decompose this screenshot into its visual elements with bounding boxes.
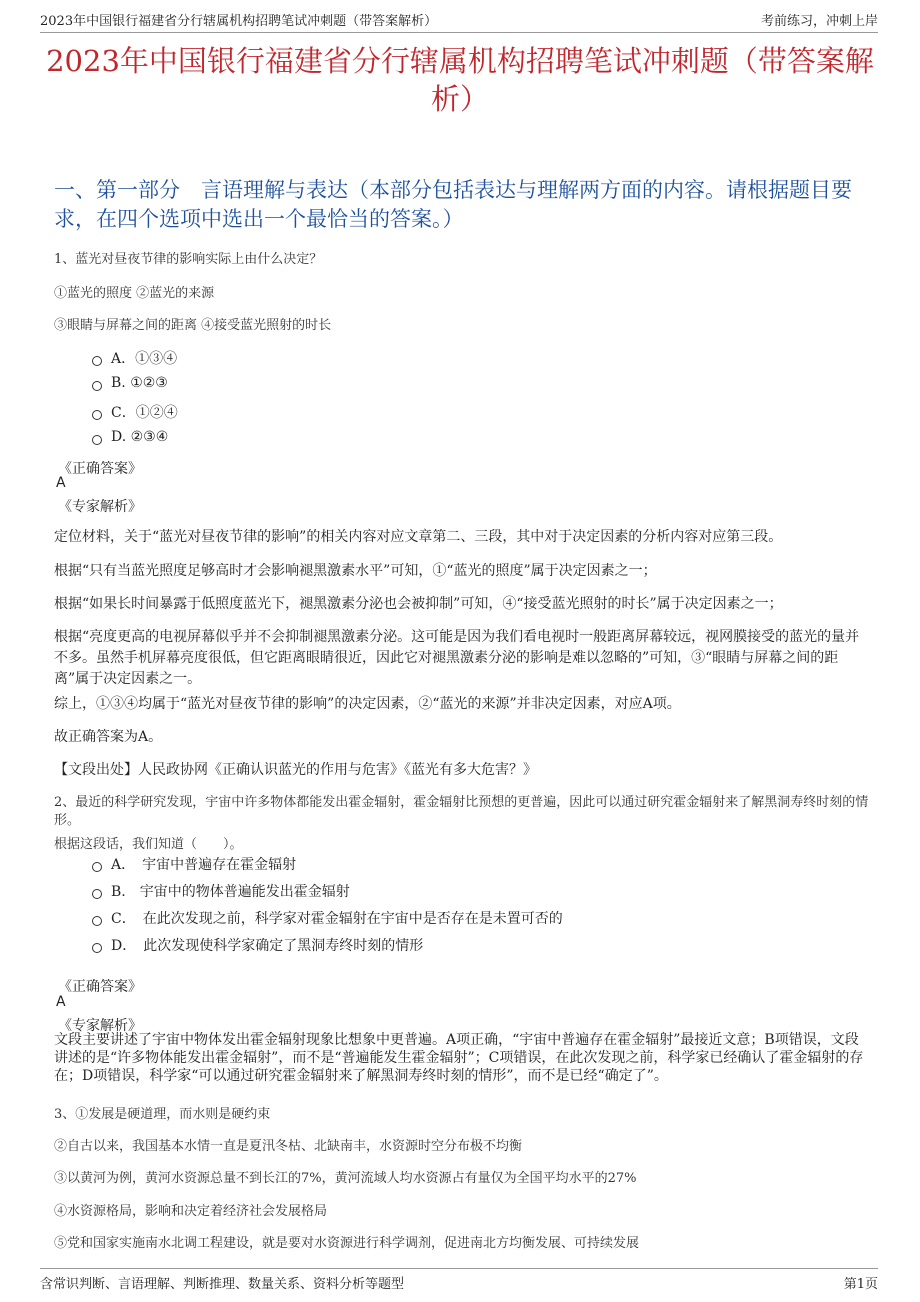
q1-analysis-p6: 故正确答案为A。 [54, 729, 163, 745]
q1-option-c[interactable] [92, 402, 178, 422]
radio-icon[interactable] [92, 435, 102, 445]
q2-answer-label: 《正确答案》 [58, 979, 142, 995]
q1-option-b[interactable] [92, 375, 168, 391]
footer-description: 含常识判断、言语理解、判断推理、数量关系、资料分析等题型 [40, 1277, 405, 1292]
q3-line-4: ④水资源格局，影响和决定着经济社会发展格局 [54, 1204, 328, 1219]
q2-analysis-label: 《专家解析》 [58, 1018, 142, 1034]
q2-option-a[interactable] [92, 854, 296, 874]
option-label: A．①③④ [111, 351, 178, 367]
radio-icon[interactable] [92, 916, 102, 926]
q2-stem: 2、最近的科学研究发现，宇宙中许多物体都能发出霍金辐射，霍金辐射比预想的更普遍，因此可以通过研究霍金辐射来了解黑洞寿终时刻的情形。 [54, 795, 869, 828]
q1-statement-line-2: ③眼睛与屏幕之间的距离 ④接受蓝光照射的时长 [54, 318, 332, 333]
q1-stem: 1、蓝光对昼夜节律的影响实际上由什么决定？ [54, 252, 323, 267]
q1-analysis-p3: 根据“如果长时间暴露于低照度蓝光下，褪黑激素分泌也会被抑制”可知，④“接受蓝光照射的时长”属于决定因素之一； [54, 596, 783, 612]
q1-source: 【文段出处】人民政协网《正确认识蓝光的作用与危害》《蓝光有多大危害？》 [54, 762, 537, 778]
radio-icon[interactable] [92, 862, 102, 872]
option-label: B. 宇宙中的物体普遍能发出霍金辐射 [111, 884, 350, 900]
q1-option-a[interactable] [92, 348, 177, 368]
radio-icon[interactable] [92, 410, 102, 420]
page-footer [40, 1268, 878, 1292]
q1-analysis-p5: 综上，①③④均属于“蓝光对昼夜节律的影响”的决定因素，②“蓝光的来源”并非决定因素，对应A项。 [54, 696, 681, 712]
q1-answer-label: 《正确答案》 [58, 461, 142, 477]
radio-icon[interactable] [92, 381, 102, 391]
radio-icon[interactable] [92, 943, 102, 953]
q1-statement-line-1: ①蓝光的照度 ②蓝光的来源 [54, 286, 215, 301]
q1-analysis-p1: 定位材料，关于“蓝光对昼夜节律的影响”的相关内容对应文章第二、三段，其中对于决定因素的分析内容对应第三段。 [54, 529, 783, 545]
option-label: C． 在此次发现之前，科学家对霍金辐射在宇宙中是否存在是未置可否的 [111, 911, 563, 927]
q1-analysis-p2: 根据“只有当蓝光照度足够高时才会影响褪黑激素水平”可知，①“蓝光的照度”属于决定因素之一； [54, 563, 657, 579]
q2-stem-question: 根据这段话，我们知道（ ）。 [54, 837, 243, 852]
q2-answer: A [56, 994, 66, 1010]
option-label: D． 此次发现使科学家确定了黑洞寿终时刻的情形 [111, 938, 424, 954]
header-title: 2023年中国银行福建省分行辖属机构招聘笔试冲刺题（带答案解析） [40, 14, 438, 29]
q1-analysis-label: 《专家解析》 [58, 499, 142, 515]
q1-option-d[interactable] [92, 429, 168, 445]
q2-analysis: 文段主要讲述了宇宙中物体发出霍金辐射现象比想象中更普遍。A项正确，“宇宙中普遍存在霍金辐射”最接近文意；B项错误，文段讲述的是“许多物体能发出霍金辐射”，而不是“普遍能发生霍金辐射”；C项错误，在此次发现之前，科学家已经确认了霍金辐射的存在；D项错误，科学家“可以通过研究霍金辐射来了解黑洞寿终时刻的情形”，而不是已经“确定了”。 [54, 1032, 864, 1084]
q1-analysis-p4: 根据“亮度更高的电视屏幕似乎并不会抑制褪黑激素分泌。这可能是因为我们看电视时一般距离屏幕较远，视网膜接受的蓝光的量并不多。虽然手机屏幕亮度很低，但它距离眼睛很近，因此它对褪黑激素分泌的影响是难以忽略的”可知，③“眼睛与屏幕之间的距离”属于决定因素之一。 [54, 629, 860, 687]
q3-line-2: ②自古以来，我国基本水情一直是夏汛冬枯、北缺南丰，水资源时空分布极不均衡 [54, 1139, 523, 1154]
q3-line-3: ③以黄河为例，黄河水资源总量不到长江的7%，黄河流域人均水资源占有量仅为全国平均水平的27% [54, 1171, 637, 1186]
option-label: C．①②④ [111, 405, 178, 421]
option-label: A． 宇宙中普遍存在霍金辐射 [111, 857, 297, 873]
q2-option-d[interactable] [92, 935, 423, 955]
option-label: B. ①②③ [111, 375, 168, 391]
document-title: 2023年中国银行福建省分行辖属机构招聘笔试冲刺题（带答案解析） [46, 44, 874, 116]
radio-icon[interactable] [92, 889, 102, 899]
q3-line-1: 3、①发展是硬道理，而水则是硬约束 [54, 1107, 271, 1122]
q2-option-b[interactable] [92, 881, 350, 901]
section-heading: 一、第一部分 言语理解与表达（本部分包括表达与理解两方面的内容。请根据题目要求，在四个选项中选出一个最恰当的答案。） [54, 178, 852, 231]
q3-line-5: ⑤党和国家实施南水北调工程建设，就是要对水资源进行科学调剂，促进南北方均衡发展、可持续发展 [54, 1236, 640, 1251]
radio-icon[interactable] [92, 356, 102, 366]
q2-option-c[interactable] [92, 908, 563, 928]
page-header [40, 10, 878, 33]
q1-answer: A [56, 475, 66, 491]
header-slogan: 考前练习，冲刺上岸 [760, 14, 878, 29]
page-number: 第1页 [843, 1277, 878, 1292]
option-label: D. ②③④ [111, 429, 169, 445]
